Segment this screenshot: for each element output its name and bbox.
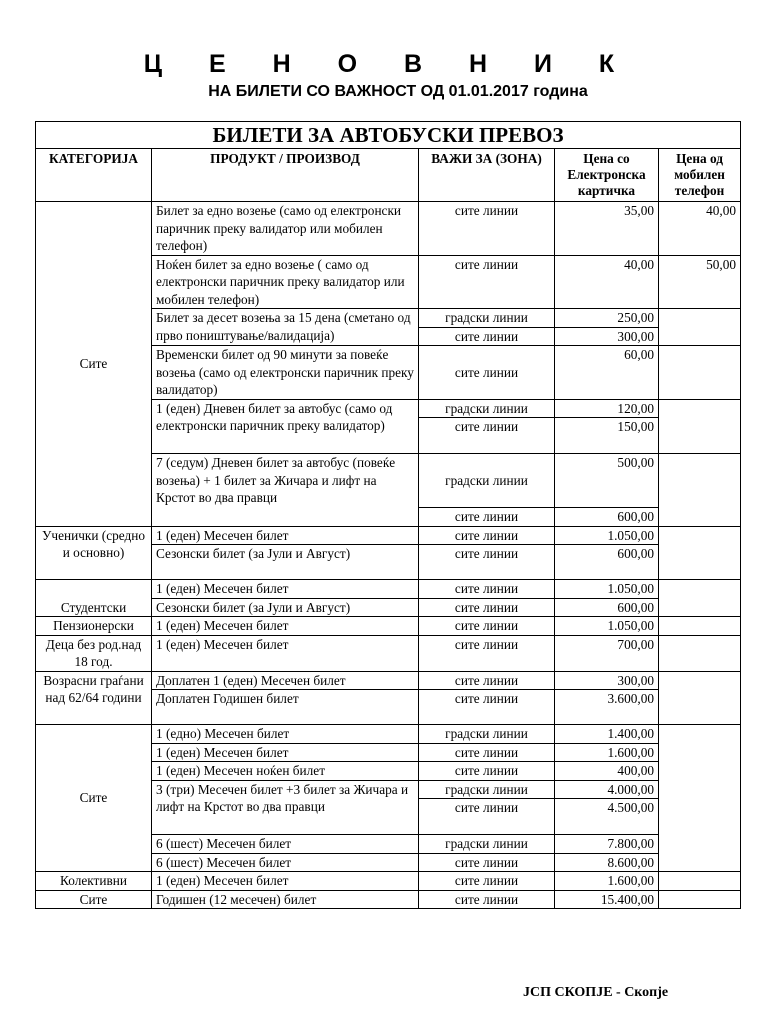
card-price-cell: 600,00 — [555, 598, 659, 617]
zone-cell: сите линии — [419, 255, 555, 309]
product-cell: Билет за десет возења за 15 дена (сметано од прво поништување/валидација) — [152, 309, 419, 346]
card-price-cell: 700,00 — [555, 635, 659, 671]
card-price-cell: 1.600,00 — [555, 872, 659, 891]
product-cell: 1 (едно) Месечен билет — [152, 725, 419, 744]
card-price-cell: 60,00 — [555, 346, 659, 400]
product-cell: 3 (три) Месечен билет +3 билет за Жичара и лифт на Крстот во два правци — [152, 780, 419, 835]
table-row — [36, 671, 741, 690]
mobile-price-cell — [659, 872, 741, 891]
product-cell: Сезонски билет (за Јули и Август) — [152, 545, 419, 580]
product-cell: 6 (шест) Месечен билет — [152, 853, 419, 872]
zone-cell: сите линии — [419, 545, 555, 580]
category-cell: Деца без род.над 18 год. — [36, 635, 152, 671]
card-price-cell: 1.400,00 — [555, 725, 659, 744]
product-cell: 1 (еден) Месечен билет — [152, 617, 419, 636]
mobile-price-cell — [659, 671, 741, 725]
zone-cell: сите линии — [419, 762, 555, 781]
table-title-row — [36, 122, 741, 149]
card-price-cell: 7.800,00 — [555, 835, 659, 854]
card-price-cell: 35,00 — [555, 202, 659, 256]
table-row — [36, 872, 741, 891]
zone-cell: градски линии — [419, 725, 555, 744]
mobile-price-cell — [659, 526, 741, 580]
table-row — [36, 526, 741, 545]
zone-cell: сите линии — [419, 671, 555, 690]
table-row — [36, 635, 741, 671]
zone-cell: градски линии — [419, 399, 555, 418]
zone-cell: сите линии — [419, 635, 555, 671]
product-cell: Билет за едно возење (само од електронски паричник преку валидатор или мобилен телефон) — [152, 202, 419, 256]
card-price-cell: 15.400,00 — [555, 890, 659, 909]
zone-cell: сите линии — [419, 526, 555, 545]
mobile-price-cell — [659, 309, 741, 346]
category-cell: Колективни — [36, 872, 152, 891]
document-title: Ц Е Н О В Н И К — [143, 50, 635, 78]
category-cell: Пензионерски — [36, 617, 152, 636]
card-price-cell: 150,00 — [555, 418, 659, 454]
product-cell: 1 (еден) Месечен билет — [152, 872, 419, 891]
card-price-cell: 300,00 — [555, 671, 659, 690]
card-price-cell: 1.050,00 — [555, 617, 659, 636]
card-price-cell: 1.050,00 — [555, 580, 659, 599]
table-row — [36, 890, 741, 909]
category-column-header: КАТЕГОРИЈА — [36, 149, 152, 202]
mobile-price-cell — [659, 890, 741, 909]
zone-cell: сите линии — [419, 508, 555, 527]
zone-cell: сите линии — [419, 853, 555, 872]
category-cell: Сите — [36, 202, 152, 527]
mobile-price-cell — [659, 725, 741, 872]
card-price-cell: 4.000,00 — [555, 780, 659, 799]
mobile-price-cell: 40,00 — [659, 202, 741, 256]
card-price-cell: 3.600,00 — [555, 690, 659, 725]
product-cell: 1 (еден) Месечен билет — [152, 526, 419, 545]
product-cell: 6 (шест) Месечен билет — [152, 835, 419, 854]
column-header-row — [36, 149, 741, 202]
card-price-column-header: Цена со Електронска картичка — [555, 149, 659, 202]
mobile-price-cell — [659, 617, 741, 636]
product-cell: Ноќен билет за едно возење ( само од електронски паричник преку валидатор или мобилен телефон) — [152, 255, 419, 309]
table-row — [36, 580, 741, 599]
product-cell: Доплатен Годишен билет — [152, 690, 419, 725]
product-cell: Временски билет од 90 минути за повеќе возења (само од електронски паричник преку валидатор) — [152, 346, 419, 400]
product-cell: 1 (еден) Месечен билет — [152, 580, 419, 599]
category-cell: Сите — [36, 725, 152, 872]
zone-cell: сите линии — [419, 743, 555, 762]
category-cell: Студентски — [36, 580, 152, 617]
mobile-price-cell — [659, 399, 741, 454]
zone-cell: сите линии — [419, 327, 555, 346]
mobile-price-cell — [659, 454, 741, 527]
zone-cell: градски линии — [419, 309, 555, 328]
table-row — [36, 725, 741, 744]
card-price-cell: 500,00 — [555, 454, 659, 508]
zone-cell: сите линии — [419, 617, 555, 636]
mobile-price-cell — [659, 635, 741, 671]
card-price-cell: 250,00 — [555, 309, 659, 328]
zone-cell: сите линии — [419, 580, 555, 599]
card-price-cell: 1.600,00 — [555, 743, 659, 762]
zone-cell: сите линии — [419, 418, 555, 454]
zone-cell: градски линии — [419, 835, 555, 854]
product-column-header: ПРОДУКТ / ПРОИЗВОД — [152, 149, 419, 202]
card-price-cell: 400,00 — [555, 762, 659, 781]
card-price-cell: 600,00 — [555, 545, 659, 580]
price-table — [35, 121, 741, 909]
card-price-cell: 120,00 — [555, 399, 659, 418]
product-cell: Доплатен 1 (еден) Месечен билет — [152, 671, 419, 690]
zone-cell: сите линии — [419, 872, 555, 891]
product-cell: 7 (седум) Дневен билет за автобус (повеќе возења) + 1 билет за Жичара и лифт на Крстот во два правци — [152, 454, 419, 527]
product-cell: Сезонски билет (за Јули и Август) — [152, 598, 419, 617]
product-cell: 1 (еден) Месечен билет — [152, 743, 419, 762]
zone-cell: градски линии — [419, 454, 555, 508]
footer-organization: ЈСП СКОПЈЕ - Скопје — [523, 985, 669, 1000]
zone-cell: сите линии — [419, 799, 555, 835]
card-price-cell: 600,00 — [555, 508, 659, 527]
product-cell: 1 (еден) Дневен билет за автобус (само од електронски паричник преку валидатор) — [152, 399, 419, 454]
product-cell: 1 (еден) Месечен ноќен билет — [152, 762, 419, 781]
mobile-price-cell — [659, 580, 741, 617]
card-price-cell: 300,00 — [555, 327, 659, 346]
table-row — [36, 617, 741, 636]
zone-cell: градски линии — [419, 780, 555, 799]
card-price-cell: 4.500,00 — [555, 799, 659, 835]
product-cell: 1 (еден) Месечен билет — [152, 635, 419, 671]
card-price-cell: 8.600,00 — [555, 853, 659, 872]
product-cell: Годишен (12 месечен) билет — [152, 890, 419, 909]
mobile-price-column-header: Цена од мобилен телефон — [659, 149, 741, 202]
document-subtitle: НА БИЛЕТИ СО ВАЖНОСТ ОД 01.01.2017 година — [208, 83, 588, 100]
table-title: БИЛЕТИ ЗА АВТОБУСКИ ПРЕВОЗ — [36, 122, 741, 149]
category-cell: Ученички (средно и основно) — [36, 526, 152, 580]
zone-cell: сите линии — [419, 890, 555, 909]
card-price-cell: 1.050,00 — [555, 526, 659, 545]
zone-cell: сите линии — [419, 346, 555, 400]
table-row — [36, 202, 741, 256]
category-cell: Сите — [36, 890, 152, 909]
mobile-price-cell — [659, 346, 741, 400]
mobile-price-cell: 50,00 — [659, 255, 741, 309]
zone-cell: сите линии — [419, 598, 555, 617]
zone-column-header: ВАЖИ ЗА (ЗОНА) — [419, 149, 555, 202]
zone-cell: сите линии — [419, 690, 555, 725]
zone-cell: сите линии — [419, 202, 555, 256]
card-price-cell: 40,00 — [555, 255, 659, 309]
category-cell: Возрасни граѓани над 62/64 години — [36, 671, 152, 725]
